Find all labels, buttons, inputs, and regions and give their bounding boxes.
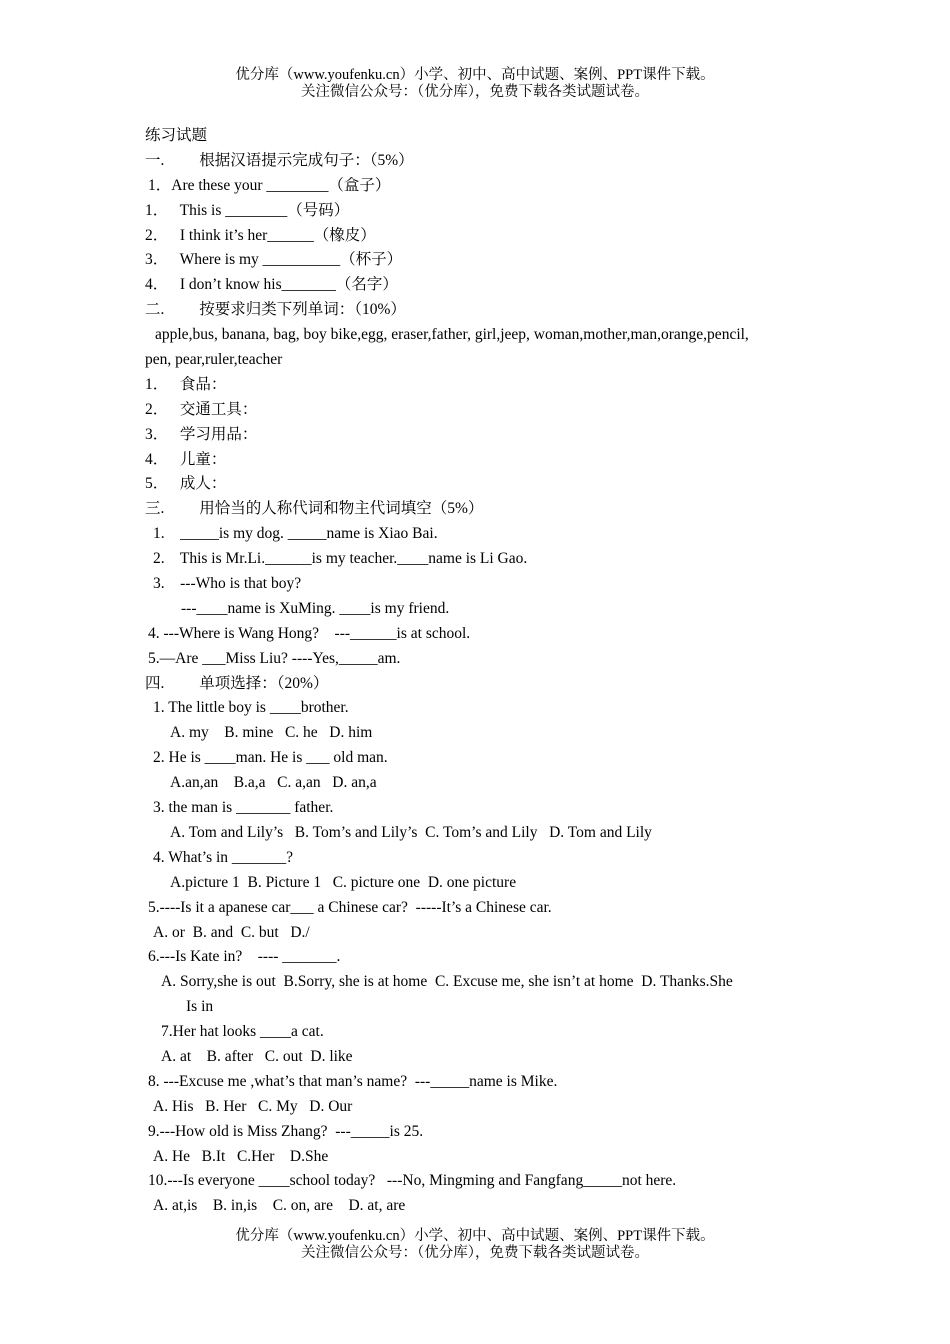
text-line: A. He B.It C.Her D.She bbox=[153, 1147, 329, 1165]
footer-line-2: 关注微信公众号：（优分库），免费下载各类试题试卷。 bbox=[301, 1245, 649, 1261]
text-line: 9.---How old is Miss Zhang? ---_____is 25. bbox=[148, 1122, 424, 1140]
text-line: 8. ---Excuse me ,what’s that man’s name? ---_____name is Mike. bbox=[148, 1072, 558, 1090]
text-line: 5.—Are ___Miss Liu? ----Yes,_____am. bbox=[148, 649, 401, 667]
text-line: A.picture 1 B. Picture 1 C. picture one D. one picture bbox=[170, 873, 517, 891]
text-line: 1. _____is my dog. _____name is Xiao Bai. bbox=[153, 525, 438, 543]
header-line-1: 优分库（www.youfenku.cn）小学、初中、高中试题、案例、PPT课件下载。 bbox=[235, 67, 715, 83]
text-line: 5． 成人： bbox=[145, 475, 227, 493]
text-line: 2． 交通工具： bbox=[145, 400, 258, 418]
text-line: 10.---Is everyone ____school today? ---No, Mingming and Fangfang_____not here. bbox=[148, 1172, 677, 1190]
text-line: 四. 单项选择：（20%） bbox=[145, 674, 329, 692]
footer-line-1: 优分库（www.youfenku.cn）小学、初中、高中试题、案例、PPT课件下载。 bbox=[235, 1228, 715, 1244]
text-line: A. at,is B. in,is C. on, are D. at, are bbox=[153, 1197, 406, 1215]
text-line: 4． I don’t know his_______（名字） bbox=[145, 276, 398, 294]
text-line: Is in bbox=[186, 998, 214, 1016]
text-line: A. Tom and Lily’s B. Tom’s and Lily’s C. Tom’s and Lily D. Tom and Lily bbox=[170, 823, 652, 841]
text-line: 3． Where is my __________（杯子） bbox=[145, 251, 403, 269]
text-line: A. my B. mine C. he D. him bbox=[170, 724, 373, 742]
text-line: 3． 学习用品： bbox=[145, 425, 258, 443]
text-line: 5.----Is it a apanese car___ a Chinese car? -----It’s a Chinese car. bbox=[148, 898, 552, 916]
text-line: A. or B. and C. but D./ bbox=[153, 923, 310, 941]
text-line: ---____name is XuMing. ____is my friend. bbox=[181, 599, 450, 617]
text-line: pen, pear,ruler,teacher bbox=[145, 351, 283, 369]
text-line: 三. 用恰当的人称代词和物主代词填空（5%） bbox=[145, 500, 484, 518]
text-line: 2． I think it’s her______（橡皮） bbox=[145, 226, 376, 244]
text-line: 4． 儿童： bbox=[145, 450, 227, 468]
text-line: 3. the man is _______ father. bbox=[153, 799, 334, 817]
text-line: 1． This is ________（号码） bbox=[145, 201, 350, 219]
text-line: 2. This is Mr.Li.______is my teacher.____name is Li Gao. bbox=[153, 550, 528, 568]
text-line: A. Sorry,she is out B.Sorry, she is at home C. Excuse me, she isn’t at home D. Thanks.She bbox=[161, 973, 733, 991]
text-line: apple,bus, banana, bag, boy bike,egg, eraser,father, girl,jeep, woman,mother,man,orange,pencil, bbox=[155, 326, 749, 344]
header-line-2: 关注微信公众号：（优分库），免费下载各类试题试卷。 bbox=[301, 84, 649, 100]
text-line: 4. ---Where is Wang Hong? ---______is at school. bbox=[148, 624, 471, 642]
text-line: 练习试题 bbox=[145, 127, 208, 144]
text-line: 二. 按要求归类下列单词：（10%） bbox=[145, 301, 406, 319]
page-header bbox=[0, 67, 950, 101]
text-line: 4. What’s in _______? bbox=[153, 848, 294, 866]
text-line: 3. ---Who is that boy? bbox=[153, 575, 302, 593]
text-line: A. at B. after C. out D. like bbox=[161, 1047, 353, 1065]
text-line: A. His B. Her C. My D. Our bbox=[153, 1097, 353, 1115]
text-line: 1．Are these your ________（盒子） bbox=[148, 176, 391, 194]
text-line: 1. The little boy is ____brother. bbox=[153, 699, 349, 717]
text-line: 6.---Is Kate in? ---- _______. bbox=[148, 948, 341, 966]
text-line: 7.Her hat looks ____a cat. bbox=[161, 1023, 324, 1041]
text-line: 一. 根据汉语提示完成句子：（5%） bbox=[145, 151, 414, 169]
text-line: 1． 食品： bbox=[145, 375, 227, 393]
text-line: 2. He is ____man. He is ___ old man. bbox=[153, 749, 388, 767]
page-footer bbox=[0, 1228, 950, 1262]
exercise-content bbox=[145, 124, 825, 1219]
text-line: A.an,an B.a,a C. a,an D. an,a bbox=[170, 774, 377, 792]
